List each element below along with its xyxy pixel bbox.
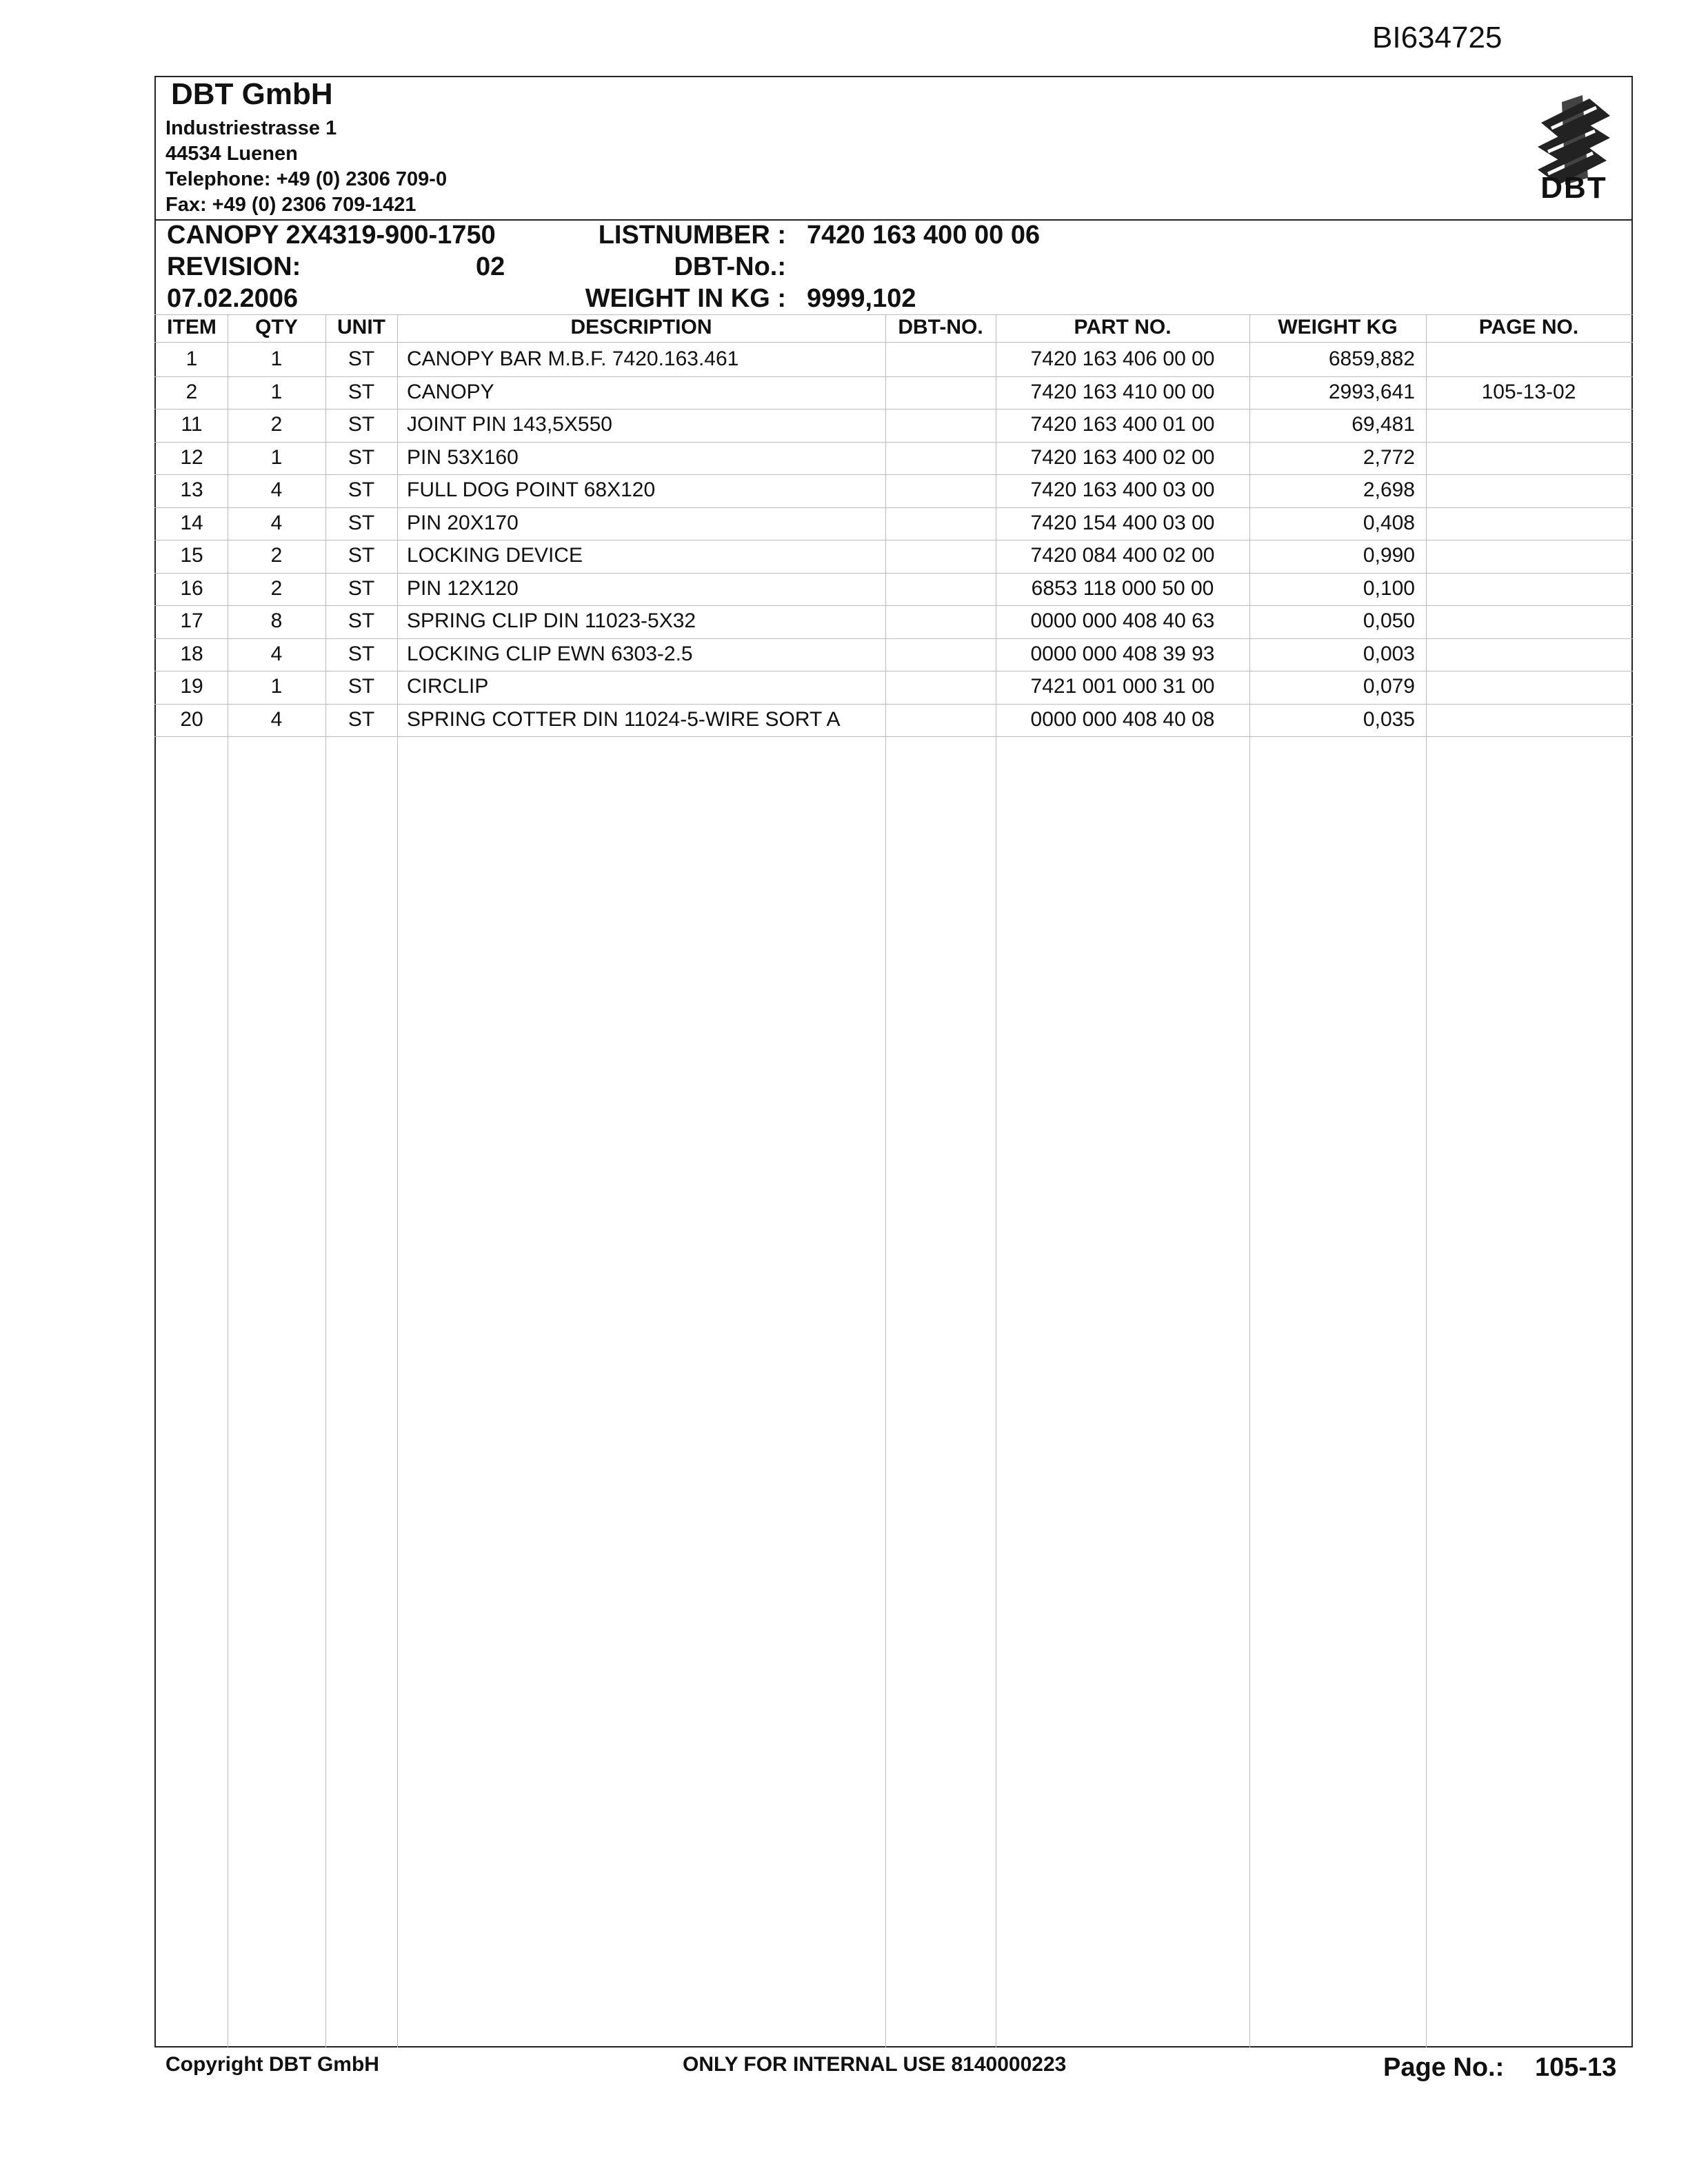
cell-item: 12	[180, 445, 203, 469]
cell-qty: 2	[270, 413, 283, 436]
weight-label: WEIGHT IN KG :	[585, 284, 786, 313]
cell-qty: 1	[270, 380, 283, 403]
col-dbt-no: DBT-NO.	[898, 316, 983, 338]
cell-description: PIN 20X170	[407, 511, 519, 534]
cell-weight: 2,698	[1363, 478, 1415, 501]
cell-description: LOCKING DEVICE	[407, 544, 583, 567]
cell-description: PIN 12X120	[407, 576, 519, 600]
weight-value: 9999,102	[807, 284, 916, 313]
cell-item: 11	[181, 413, 203, 436]
cell-unit: ST	[348, 347, 375, 370]
column-divider	[325, 314, 326, 2048]
cell-qty: 2	[270, 544, 283, 567]
cell-part-no: 7420 163 400 01 00	[1030, 413, 1215, 436]
col-page-no: PAGE NO.	[1478, 316, 1579, 338]
cell-description: LOCKING CLIP EWN 6303-2.5	[407, 642, 693, 665]
cell-item: 14	[180, 511, 203, 534]
page-frame	[154, 76, 1633, 2048]
header-row-top-line	[154, 314, 1633, 315]
document-id: BI634725	[1372, 21, 1503, 54]
row-separator	[154, 474, 1633, 475]
cell-part-no: 0000 000 408 40 63	[1030, 609, 1215, 632]
cell-weight: 69,481	[1352, 413, 1415, 436]
cell-part-no: 6853 118 000 50 00	[1031, 576, 1214, 600]
cell-weight: 0,035	[1363, 707, 1415, 731]
cell-weight: 0,003	[1363, 642, 1415, 665]
cell-qty: 1	[270, 347, 283, 370]
col-part-no: PART NO.	[1074, 316, 1172, 338]
cell-unit: ST	[348, 609, 375, 632]
cell-description: CIRCLIP	[407, 675, 489, 698]
cell-item: 16	[180, 576, 203, 600]
column-divider	[1426, 314, 1427, 2048]
cell-qty: 2	[270, 576, 283, 600]
cell-item: 18	[180, 642, 203, 665]
column-divider	[397, 314, 398, 2048]
row-separator	[154, 507, 1633, 508]
column-divider	[1249, 314, 1250, 2048]
cell-unit: ST	[348, 511, 375, 534]
company-street: Industriestrasse 1	[165, 117, 337, 139]
cell-weight: 2993,641	[1328, 380, 1415, 403]
cell-page-no: 105-13-02	[1481, 380, 1576, 403]
row-separator	[154, 638, 1633, 639]
cell-description: CANOPY BAR M.B.F. 7420.163.461	[407, 347, 739, 370]
col-weight: WEIGHT KG	[1278, 316, 1398, 338]
column-divider	[885, 314, 886, 2048]
page-number-label: Page No.:	[1383, 2053, 1505, 2082]
col-description: DESCRIPTION	[570, 316, 712, 338]
cell-part-no: 7420 163 400 03 00	[1030, 478, 1215, 501]
cell-item: 13	[180, 478, 203, 501]
cell-item: 20	[180, 707, 203, 731]
col-qty: QTY	[255, 316, 298, 338]
cell-weight: 0,050	[1363, 609, 1415, 632]
dbt-logo	[1527, 95, 1620, 209]
company-city: 44534 Luenen	[165, 143, 298, 165]
list-title: CANOPY 2X4319-900-1750	[167, 221, 496, 250]
cell-weight: 0,990	[1363, 544, 1415, 567]
list-date: 07.02.2006	[167, 284, 299, 313]
cell-qty: 4	[270, 707, 283, 731]
cell-unit: ST	[348, 478, 375, 501]
company-telephone: Telephone: +49 (0) 2306 709-0	[165, 168, 448, 190]
cell-unit: ST	[348, 707, 375, 731]
listnumber-value: 7420 163 400 00 06	[807, 221, 1041, 250]
cell-part-no: 0000 000 408 39 93	[1030, 642, 1215, 665]
revision-value: 02	[476, 252, 505, 281]
row-separator	[154, 704, 1633, 705]
cell-unit: ST	[348, 445, 375, 469]
cell-description: FULL DOG POINT 68X120	[407, 478, 656, 501]
row-separator	[154, 409, 1633, 410]
cell-part-no: 7420 084 400 02 00	[1030, 544, 1215, 567]
header-row-bottom-line	[154, 342, 1633, 343]
revision-label: REVISION:	[167, 252, 301, 281]
company-fax: Fax: +49 (0) 2306 709-1421	[165, 194, 416, 216]
cell-part-no: 0000 000 408 40 08	[1030, 707, 1215, 731]
cell-part-no: 7420 163 400 02 00	[1030, 445, 1215, 469]
cell-qty: 4	[270, 642, 283, 665]
cell-item: 1	[185, 347, 198, 370]
cell-description: PIN 53X160	[407, 445, 519, 469]
cell-qty: 4	[270, 511, 283, 534]
cell-weight: 0,100	[1363, 576, 1415, 600]
cell-item: 2	[185, 380, 198, 403]
cell-unit: ST	[348, 380, 375, 403]
copyright: Copyright DBT GmbH	[165, 2053, 379, 2076]
row-separator	[154, 573, 1633, 574]
cell-part-no: 7420 163 410 00 00	[1030, 380, 1215, 403]
cell-part-no: 7420 163 406 00 00	[1030, 347, 1215, 370]
logo-text: DBT	[1540, 171, 1607, 205]
internal-use-note: ONLY FOR INTERNAL USE 8140000223	[683, 2053, 1067, 2076]
cell-description: SPRING CLIP DIN 11023-5X32	[407, 609, 696, 632]
cell-qty: 1	[270, 675, 283, 698]
row-separator	[154, 442, 1633, 443]
dbt-no-label: DBT-No.:	[674, 252, 786, 281]
row-separator	[154, 376, 1633, 377]
col-item: ITEM	[167, 316, 217, 338]
cell-qty: 8	[270, 609, 283, 632]
row-separator	[154, 736, 1633, 737]
row-separator	[154, 605, 1633, 606]
page-number-value: 105-13	[1535, 2053, 1617, 2082]
cell-unit: ST	[348, 544, 375, 567]
cell-qty: 4	[270, 478, 283, 501]
cell-description: JOINT PIN 143,5X550	[407, 413, 612, 436]
cell-weight: 0,408	[1363, 511, 1415, 534]
cell-description: CANOPY	[407, 380, 494, 403]
cell-unit: ST	[348, 576, 375, 600]
cell-part-no: 7421 001 000 31 00	[1030, 675, 1215, 698]
cell-unit: ST	[348, 675, 375, 698]
col-unit: UNIT	[337, 316, 385, 338]
cell-weight: 2,772	[1363, 445, 1415, 469]
cell-item: 19	[180, 675, 203, 698]
cell-item: 17	[180, 609, 203, 632]
cell-item: 15	[180, 544, 203, 567]
cell-weight: 0,079	[1363, 675, 1415, 698]
cell-description: SPRING COTTER DIN 11024-5-WIRE SORT A	[407, 707, 841, 731]
cell-weight: 6859,882	[1328, 347, 1415, 370]
cell-qty: 1	[270, 445, 283, 469]
cell-unit: ST	[348, 642, 375, 665]
company-name: DBT GmbH	[171, 77, 333, 111]
listnumber-label: LISTNUMBER :	[598, 221, 786, 250]
cell-part-no: 7420 154 400 03 00	[1030, 511, 1215, 534]
cell-unit: ST	[348, 413, 375, 436]
